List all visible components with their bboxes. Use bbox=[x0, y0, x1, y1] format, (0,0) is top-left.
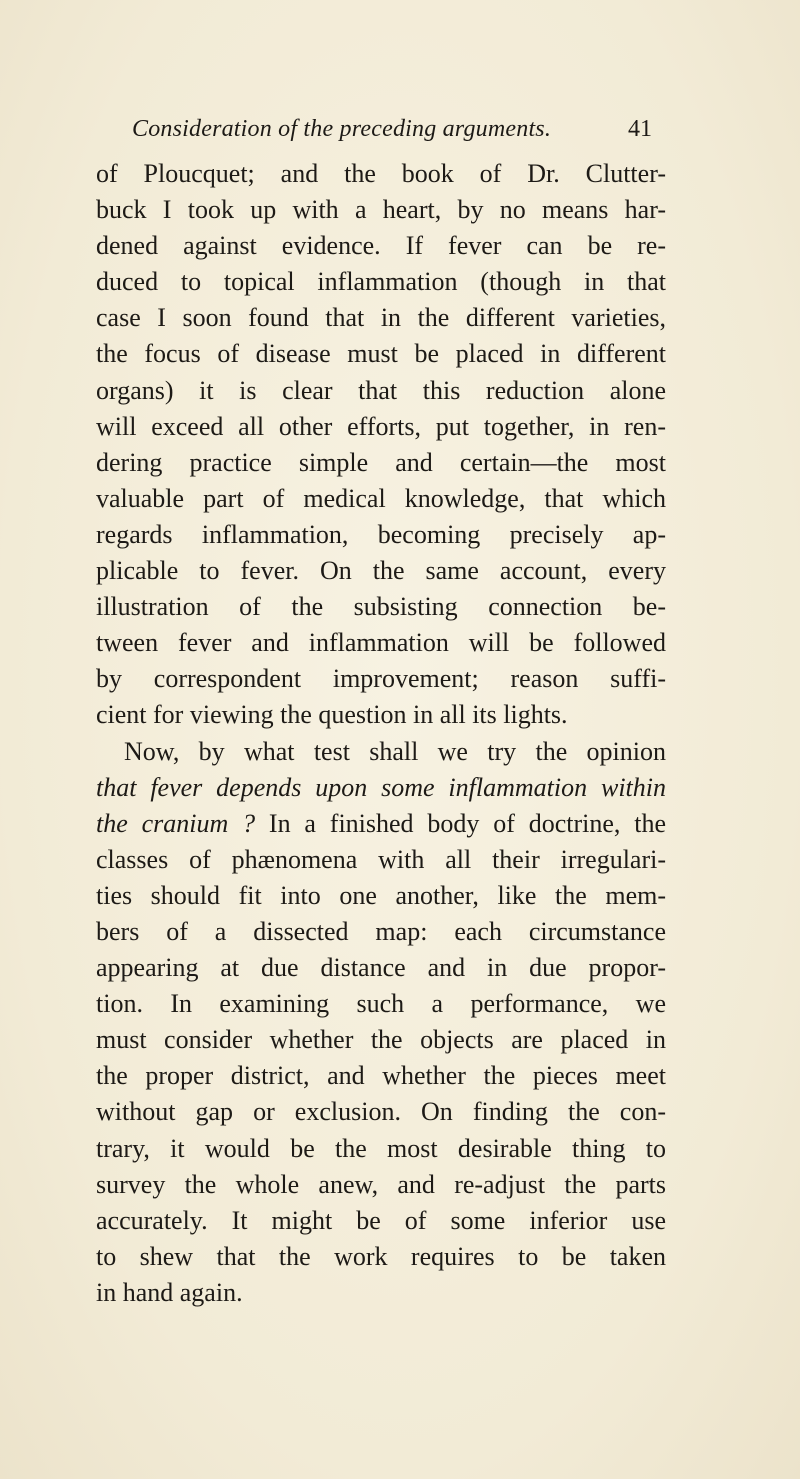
italic-phrase: the cranium ? bbox=[96, 808, 256, 838]
text-line: plicable to fever. On the same account, every bbox=[96, 556, 666, 586]
text-span: In a finished body of doctrine, the bbox=[255, 808, 666, 838]
text-line: without gap or exclusion. On finding the con- bbox=[96, 1097, 666, 1127]
text-line: dering practice simple and certain—the most bbox=[96, 447, 666, 477]
text-line: illustration of the subsisting connection be- bbox=[96, 592, 666, 622]
text-line: tween fever and inflammation will be followed bbox=[96, 628, 666, 658]
text-line: bers of a dissected map: each circumstance bbox=[96, 916, 666, 946]
text-line: in hand again. bbox=[96, 1277, 243, 1307]
italic-text-line: that fever depends upon some inflammation within bbox=[96, 772, 666, 802]
text-line: organs) it is clear that this reduction alone bbox=[96, 375, 666, 405]
text-line: by correspondent improvement; reason suffi- bbox=[96, 664, 666, 694]
running-head: Consideration of the preceding arguments. bbox=[132, 116, 552, 142]
text-line: case I soon found that in the different varieties, bbox=[96, 303, 666, 333]
text-line: the focus of disease must be placed in different bbox=[96, 339, 666, 369]
text-line-mixed bbox=[96, 806, 666, 842]
text-line: of Ploucquet; and the book of Dr. Clutter- bbox=[96, 159, 666, 188]
text-line: to shew that the work requires to be taken bbox=[96, 1241, 666, 1271]
body-text bbox=[96, 156, 666, 1311]
text-line: trary, it would be the most desirable thing to bbox=[96, 1133, 666, 1163]
text-line: the proper district, and whether the pieces meet bbox=[96, 1061, 666, 1091]
text-line: cient for viewing the question in all its lights. bbox=[96, 700, 568, 730]
text-line: will exceed all other efforts, put together, in ren- bbox=[96, 411, 666, 441]
text-line: accurately. It might be of some inferior use bbox=[96, 1205, 666, 1235]
text-line: ties should fit into one another, like the mem- bbox=[96, 880, 666, 910]
text-line: survey the whole anew, and re-adjust the parts bbox=[96, 1169, 666, 1199]
text-line: duced to topical inflammation (though in that bbox=[96, 267, 666, 297]
text-line: appearing at due distance and in due propor- bbox=[96, 953, 666, 983]
page-number: 41 bbox=[628, 116, 652, 142]
text-line: Now, by what test shall we try the opinion bbox=[124, 736, 666, 766]
text-line: tion. In examining such a performance, we bbox=[96, 989, 666, 1019]
text-line: dened against evidence. If fever can be re- bbox=[96, 231, 666, 261]
text-line: regards inflammation, becoming precisely ap- bbox=[96, 519, 666, 549]
text-line: valuable part of medical knowledge, that which bbox=[96, 483, 666, 513]
text-line: must consider whether the objects are placed in bbox=[96, 1025, 666, 1055]
text-line: classes of phænomena with all their irregulari- bbox=[96, 844, 666, 874]
page-header bbox=[132, 116, 652, 156]
text-line: buck I took up with a heart, by no means har- bbox=[96, 195, 666, 225]
